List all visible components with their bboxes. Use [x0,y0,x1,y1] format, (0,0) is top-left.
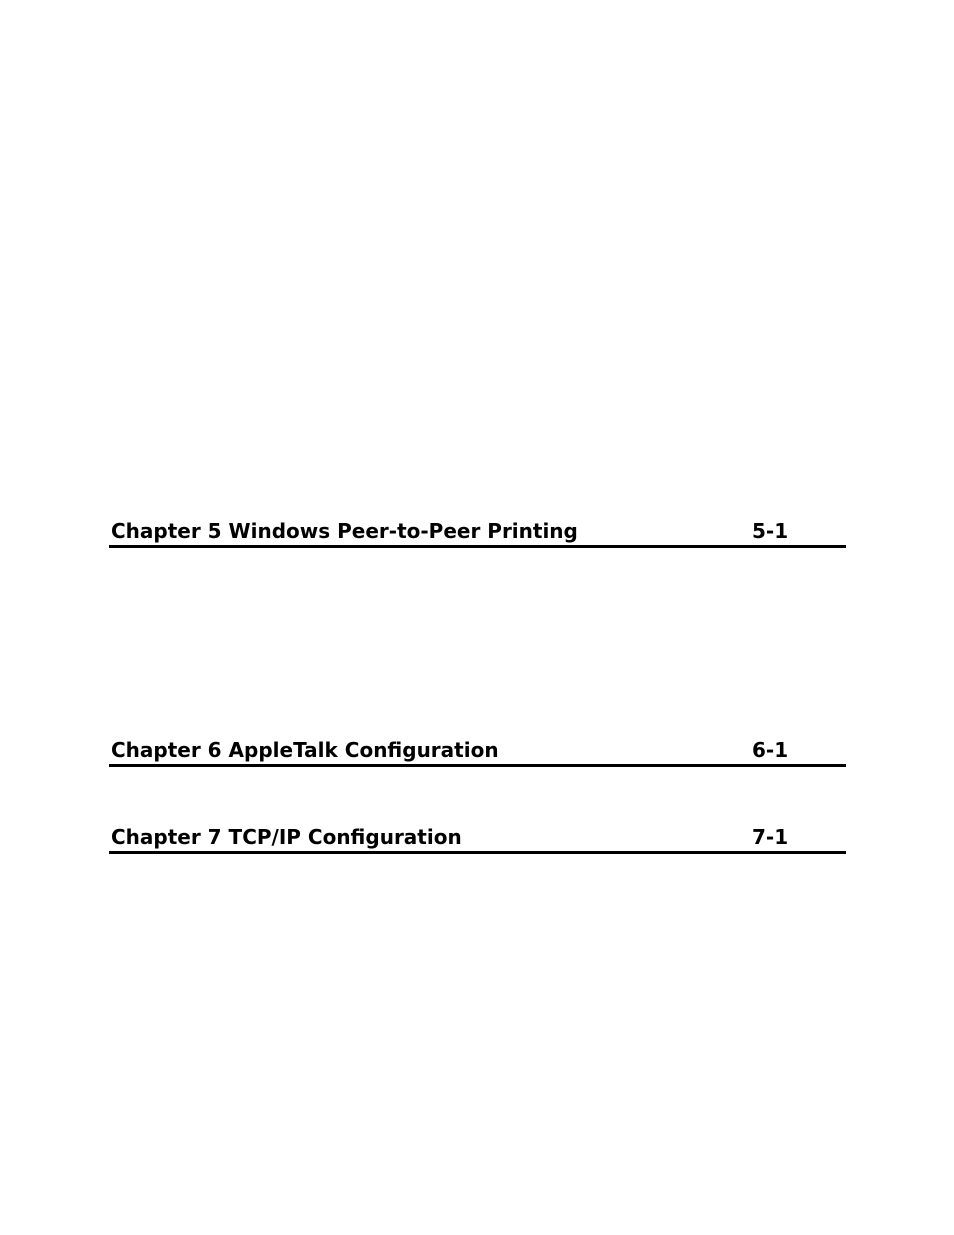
toc-entry-chapter-7 [109,824,846,854]
toc-entry-title: Chapter 6 AppleTalk Configuration [111,738,499,762]
toc-entry-title: Chapter 5 Windows Peer-to-Peer Printing [111,519,578,543]
toc-entry-page-number: 7-1 [752,825,789,849]
toc-entry-page-number: 5-1 [752,519,789,543]
toc-entry-page-number: 6-1 [752,738,789,762]
toc-entry-chapter-6 [109,737,846,767]
toc-entry-chapter-5 [109,518,846,548]
toc-entry-title: Chapter 7 TCP/IP Configuration [111,825,462,849]
